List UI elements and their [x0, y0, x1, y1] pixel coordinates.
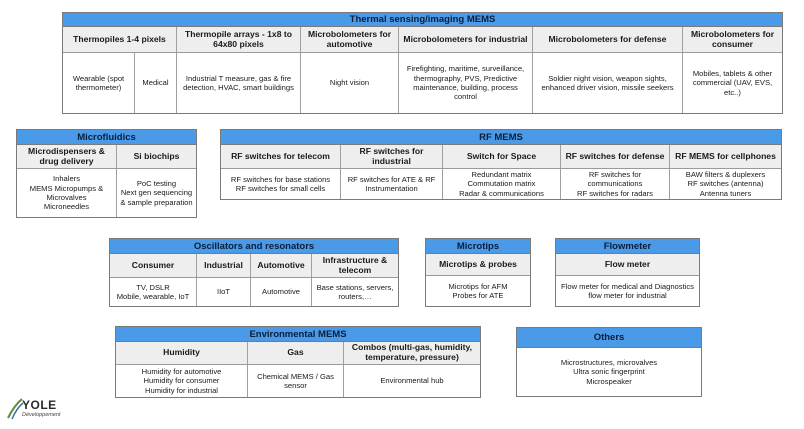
environmental-mems-block	[115, 326, 481, 398]
thermal-cell-night-vision: Night vision	[301, 53, 399, 113]
rf-cell-industrial: RF switches for ATE & RF Instrumentation	[341, 169, 443, 199]
rf-col-cellphones: RF MEMS for cellphones	[675, 150, 776, 161]
thermal-col-thermopiles: Thermopiles 1-4 pixels	[63, 27, 177, 52]
thermal-cell-medical: Medical	[135, 53, 177, 113]
environmental-mems-title: Environmental MEMS	[116, 327, 480, 342]
thermal-cell-industrial-t: Industrial T measure, gas & fire detection, HVAC, smart buildings	[177, 53, 301, 113]
logo-name: YOLE	[22, 398, 57, 412]
oscillators-cell-automotive: Automotive	[251, 278, 312, 306]
microfluidics-col-microdispensers: Microdispensers & drug delivery	[17, 145, 117, 168]
oscillators-cell-iiot: IIoT	[197, 278, 251, 306]
oscillators-col-industrial: Industrial	[197, 254, 251, 277]
rf-cell-defense: RF switches for communications RF switches for radars	[561, 169, 670, 199]
environmental-col-gas: Gas	[248, 342, 344, 364]
environmental-cell-humidity: Humidity for automotive Humidity for consumer Humidity for industrial	[116, 365, 248, 397]
thermal-mems-title: Thermal sensing/imaging MEMS	[63, 13, 782, 27]
microtips-title: Microtips	[426, 239, 530, 254]
thermal-col-microbolometers-automotive: Microbolometers for automotive	[301, 27, 399, 52]
flowmeter-col: Flow meter	[604, 258, 651, 269]
oscillators-col-automotive: Automotive	[251, 254, 312, 277]
environmental-cell-hub: Environmental hub	[380, 376, 444, 386]
logo-subtitle: Développement	[22, 412, 61, 418]
microfluidics-cell-inhalers: Inhalers MEMS Micropumps & Microvalves Microneedles	[17, 169, 117, 217]
thermal-col-thermopile-arrays: Thermopile arrays - 1x8 to 64x80 pixels	[177, 27, 301, 52]
microfluidics-title: Microfluidics	[17, 130, 196, 145]
flowmeter-block	[555, 238, 700, 307]
thermal-cell-mobiles: Mobiles, tablets & other commercial (UAV, EVS, etc..)	[692, 68, 773, 97]
thermal-col-microbolometers-defense: Microbolometers for defense	[533, 27, 683, 52]
rf-col-defense: RF switches for defense	[561, 145, 670, 168]
oscillators-block	[109, 238, 399, 307]
environmental-col-humidity: Humidity	[116, 342, 248, 364]
oscillators-col-consumer: Consumer	[110, 254, 197, 277]
oscillators-cell-consumer: TV, DSLR Mobile, wearable, IoT	[110, 278, 197, 306]
thermal-cell-soldier: Soldier night vision, weapon sights, enhanced driver vision, missile seekers	[533, 53, 683, 113]
microfluidics-cell-poc: PoC testing Next gen sequencing & sample preparation	[120, 178, 193, 207]
flowmeter-cell: Flow meter for medical and Diagnostics flow meter for industrial	[561, 281, 694, 300]
oscillators-col-infrastructure: Infrastructure & telecom	[322, 254, 388, 275]
rf-col-space: Switch for Space	[443, 145, 561, 168]
rf-col-industrial: RF switches for industrial	[341, 145, 443, 168]
microtips-col-probes: Microtips & probes	[439, 258, 517, 269]
environmental-col-combos: Combos (multi-gas, humidity, temperature, pressure)	[351, 342, 473, 362]
rf-col-telecom: RF switches for telecom	[221, 145, 341, 168]
rf-cell-space: Redundant matrix Commutation matrix Radar & communications	[443, 169, 561, 199]
microfluidics-col-si-biochips: Si biochips	[133, 150, 180, 161]
others-block	[516, 327, 702, 397]
thermal-cell-wearable: Wearable (spot thermometer)	[63, 53, 135, 113]
rf-mems-block	[220, 129, 782, 200]
flowmeter-title: Flowmeter	[556, 239, 699, 254]
thermal-mems-block	[62, 12, 783, 114]
thermal-cell-firefighting: Firefighting, maritime, surveillance, thermography, PVS, Predictive maintenance, building, process control	[399, 53, 533, 113]
rf-cell-cellphones: BAW filters & duplexers RF switches (antenna) Antenna tuners	[685, 169, 766, 198]
oscillators-title: Oscillators and resonators	[110, 239, 398, 254]
rf-mems-title: RF MEMS	[221, 130, 781, 145]
oscillators-cell-infrastructure: Base stations, servers, routers,…	[316, 282, 394, 301]
thermal-col-microbolometers-industrial: Microbolometers for industrial	[399, 27, 533, 52]
others-cell: Microstructures, microvalves Ultra sonic fingerprint Microspeaker	[560, 357, 658, 386]
rf-cell-telecom: RF switches for base stations RF switches for small cells	[221, 169, 341, 199]
microtips-cell: Microtips for AFM Probes for ATE	[448, 281, 508, 300]
microtips-block	[425, 238, 531, 307]
thermal-col-microbolometers-consumer: Microbolometers for consumer	[690, 28, 775, 49]
environmental-cell-gas: Chemical MEMS / Gas sensor	[248, 365, 344, 397]
others-title: Others	[517, 328, 701, 348]
microfluidics-block	[16, 129, 197, 218]
